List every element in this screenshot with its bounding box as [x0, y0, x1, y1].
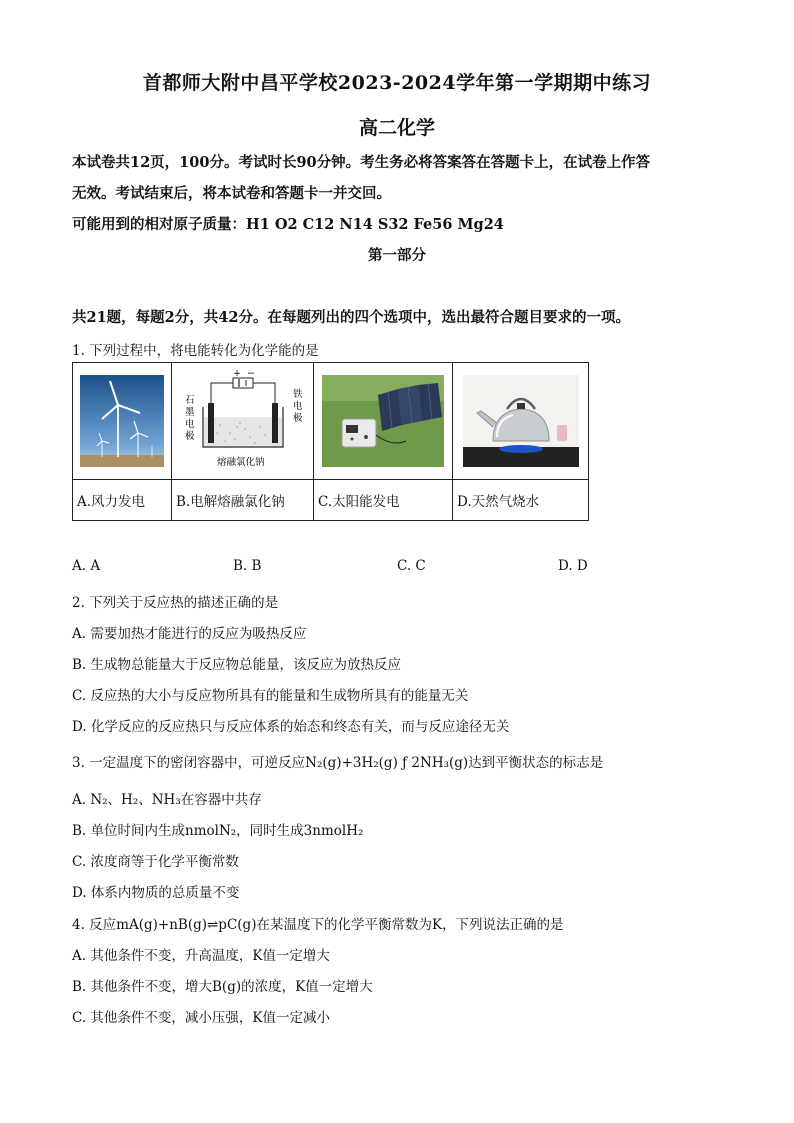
q1-caption-b: B.电解熔融氯化钠: [172, 480, 314, 521]
iron-label-3: 极: [292, 413, 303, 424]
graphite-label-2: 墨: [184, 407, 195, 418]
part-label: 第一部分: [368, 247, 426, 264]
solar-panel-picture: [322, 375, 444, 467]
exam-title: 首都师大附中昌平学校2023-2024学年第一学期期中练习: [142, 72, 652, 94]
electrolysis-diagram: [175, 367, 311, 475]
q1-option-a[interactable]: A. A: [72, 558, 101, 574]
graphite-label-4: 极: [184, 431, 195, 442]
graphite-label-1: 石: [184, 395, 195, 406]
q1-stem: 1. 下列过程中，将电能转化为化学能的是: [72, 343, 319, 359]
q3-option-d[interactable]: D. 体系内物质的总质量不变: [72, 885, 240, 901]
exam-subtitle: 高二化学: [358, 117, 435, 139]
wind-power-photo: [73, 363, 172, 480]
electrolyte-label: 熔融氯化钠: [216, 457, 265, 468]
q1-caption-c: C.太阳能发电: [314, 480, 453, 521]
instructions-line-1: 本试卷共12页，100分。考试时长90分钟。考生务必将答案答在答题卡上，在试卷上作答: [72, 154, 651, 171]
graphite-label-3: 电: [184, 419, 195, 430]
q2-option-d[interactable]: D. 化学反应的反应热只与反应体系的始态和终态有关，而与反应途径无关: [72, 719, 510, 735]
q2-stem: 2. 下列关于反应热的描述正确的是: [72, 595, 279, 611]
q4-option-b[interactable]: B. 其他条件不变，增大B(g)的浓度，K值一定增大: [72, 979, 373, 995]
q4-option-c[interactable]: C. 其他条件不变，减小压强，K值一定减小: [72, 1010, 331, 1026]
q3-option-c[interactable]: C. 浓度商等于化学平衡常数: [72, 854, 239, 870]
solar-power-photo: [314, 363, 453, 480]
q1-caption-a: A.风力发电: [73, 480, 172, 521]
q1-caption-d: D.天然气烧水: [453, 480, 589, 521]
battery-plus-sign: +: [232, 368, 241, 379]
atomic-mass-line: 可能用到的相对原子质量：H1 O2 C12 N14 S32 Fe56 Mg24: [72, 216, 504, 233]
electrolysis-diagram-cell: [172, 363, 314, 480]
iron-label-2: 电: [292, 401, 303, 412]
q3-stem: 3. 一定温度下的密闭容器中，可逆反应N₂(g)+3H₂(g) ƒ 2NH₃(g)达到平衡状态的标志是: [72, 755, 604, 771]
kettle-picture: [463, 375, 579, 467]
q2-option-a[interactable]: A. 需要加热才能进行的反应为吸热反应: [72, 626, 307, 642]
q1-option-c[interactable]: C. C: [397, 558, 426, 574]
q3-option-b[interactable]: B. 单位时间内生成nmolN₂，同时生成3nmolH₂: [72, 823, 364, 839]
q1-option-d[interactable]: D. D: [558, 558, 588, 574]
wind-turbine-picture: [80, 375, 164, 467]
q1-option-b[interactable]: B. B: [233, 558, 262, 574]
part-description: 共21题，每题2分，共42分。在每题列出的四个选项中，选出最符合题目要求的一项。: [72, 309, 630, 326]
instructions-line-2: 无效。考试结束后，将本试卷和答题卡一并交回。: [72, 185, 391, 202]
q2-option-c[interactable]: C. 反应热的大小与反应物所具有的能量和生成物所具有的能量无关: [72, 688, 469, 704]
battery-minus-sign: −: [246, 368, 255, 379]
q1-image-table: [72, 362, 589, 521]
q2-option-b[interactable]: B. 生成物总能量大于反应物总能量，该反应为放热反应: [72, 657, 402, 673]
gas-kettle-photo: [453, 363, 589, 480]
q3-option-a[interactable]: A. N₂、H₂、NH₃在容器中共存: [72, 792, 262, 808]
q4-stem: 4. 反应mA(g)+nB(g)⇌pC(g)在某温度下的化学平衡常数为K，下列说法正确的是: [72, 917, 564, 933]
q4-option-a[interactable]: A. 其他条件不变，升高温度，K值一定增大: [72, 948, 330, 964]
iron-label-1: 铁: [292, 389, 303, 400]
